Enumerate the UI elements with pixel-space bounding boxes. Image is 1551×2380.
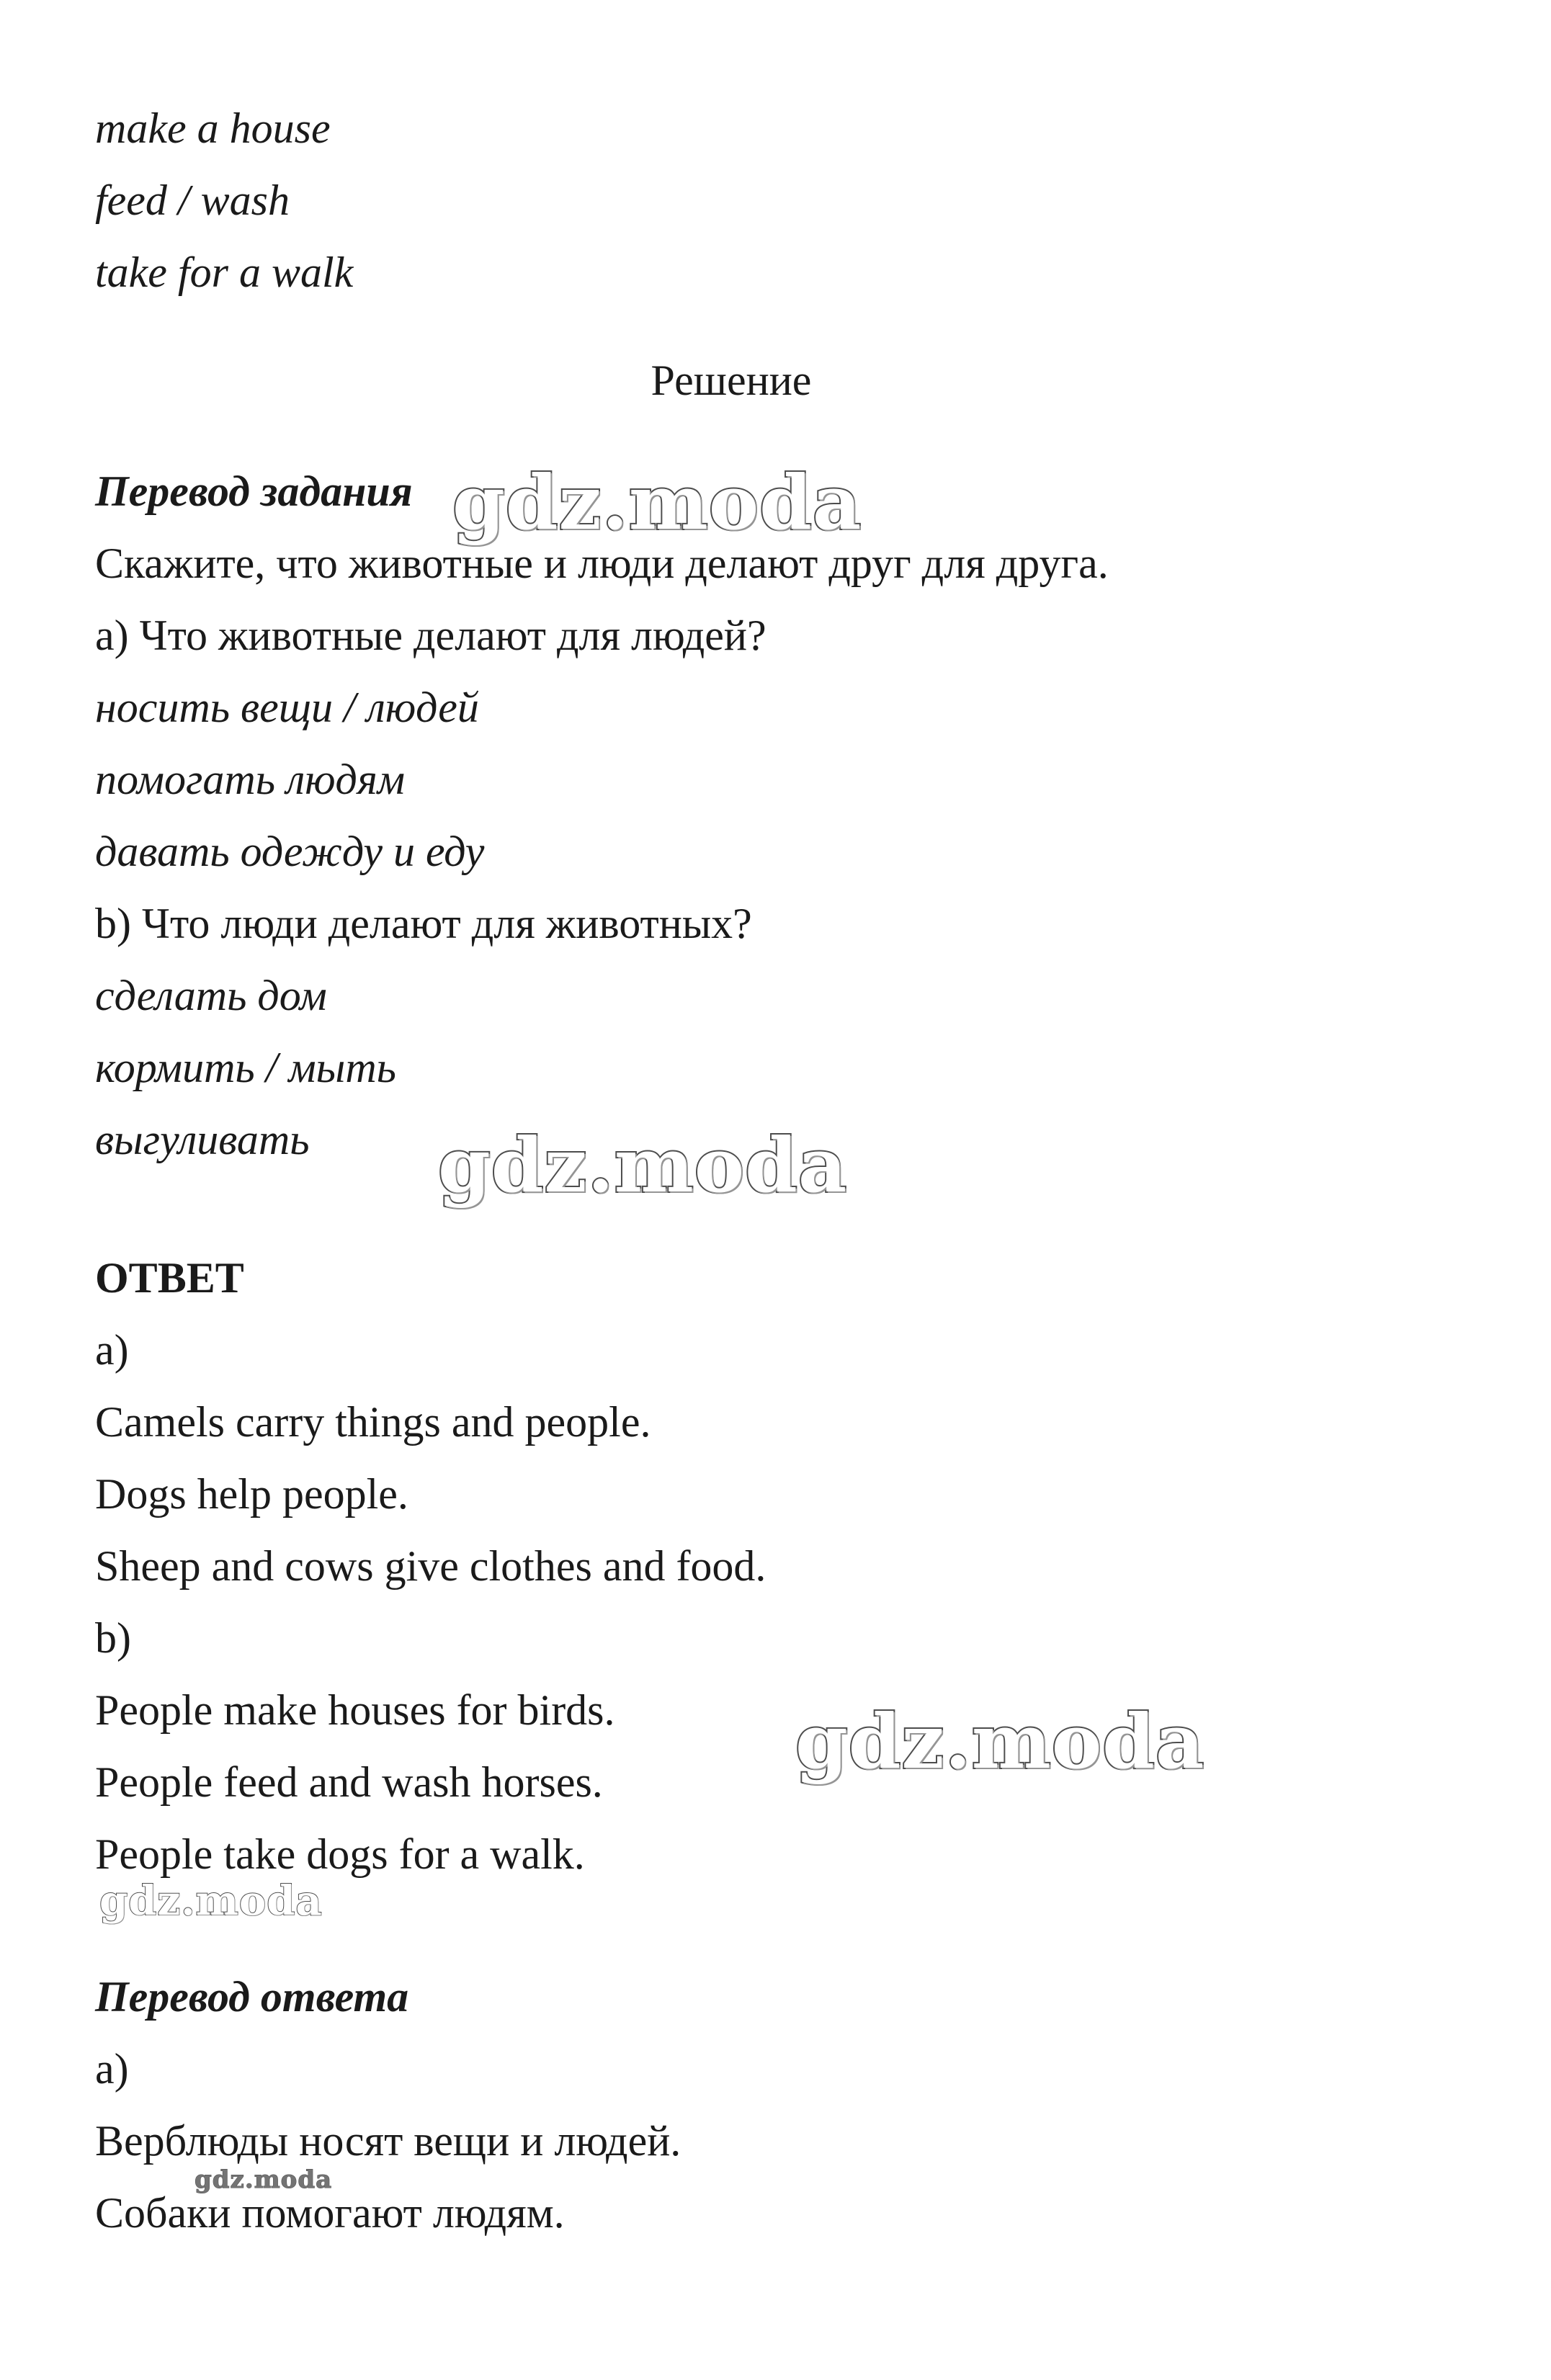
answer-heading: ОТВЕТ	[95, 1254, 244, 1302]
watermark: gdz.moda	[438, 1121, 848, 1209]
answer-line-b: People make houses for birds.	[95, 1686, 615, 1734]
task-translation-heading: Перевод задания	[95, 468, 413, 515]
top-list-item: make a house	[95, 104, 331, 152]
answer-line-b: People feed and wash horses.	[95, 1758, 603, 1806]
top-list-item: take for a walk	[95, 249, 354, 296]
answer-translation-label-a: a)	[95, 2045, 129, 2093]
watermark: gdz.moda	[452, 458, 862, 547]
question-a: a) Что животные делают для людей?	[95, 612, 766, 659]
answer-line-a: Camels carry things and people.	[95, 1398, 651, 1446]
task-intro: Скажите, что животные и люди делают друг для друга.	[95, 540, 1109, 587]
solution-heading: Решение	[651, 357, 812, 404]
watermark: gdz.moda	[99, 1877, 323, 1925]
watermark: gdz.moda	[195, 2165, 333, 2194]
watermark: gdz.moda	[795, 1697, 1205, 1786]
list-item-a: носить вещи / людей	[95, 684, 479, 731]
list-item-a: давать одежду и еду	[95, 828, 485, 875]
answer-translation-heading: Перевод ответа	[95, 1973, 409, 2021]
answer-label-a: a)	[95, 1326, 129, 1374]
question-b: b) Что люди делают для животных?	[95, 900, 752, 947]
answer-line-a: Sheep and cows give clothes and food.	[95, 1542, 766, 1590]
list-item-b: сделать дом	[95, 972, 327, 1019]
answer-translation-line: Собаки помогают людям.	[95, 2189, 565, 2237]
answer-line-b: People take dogs for a walk.	[95, 1830, 585, 1878]
top-list-item: feed / wash	[95, 176, 290, 224]
list-item-b: выгуливать	[95, 1116, 310, 1163]
list-item-a: помогать людям	[95, 756, 406, 803]
answer-line-a: Dogs help people.	[95, 1470, 408, 1518]
list-item-b: кормить / мыть	[95, 1044, 396, 1091]
answer-label-b: b)	[95, 1614, 131, 1662]
answer-translation-line: Верблюды носят вещи и людей.	[95, 2117, 681, 2165]
